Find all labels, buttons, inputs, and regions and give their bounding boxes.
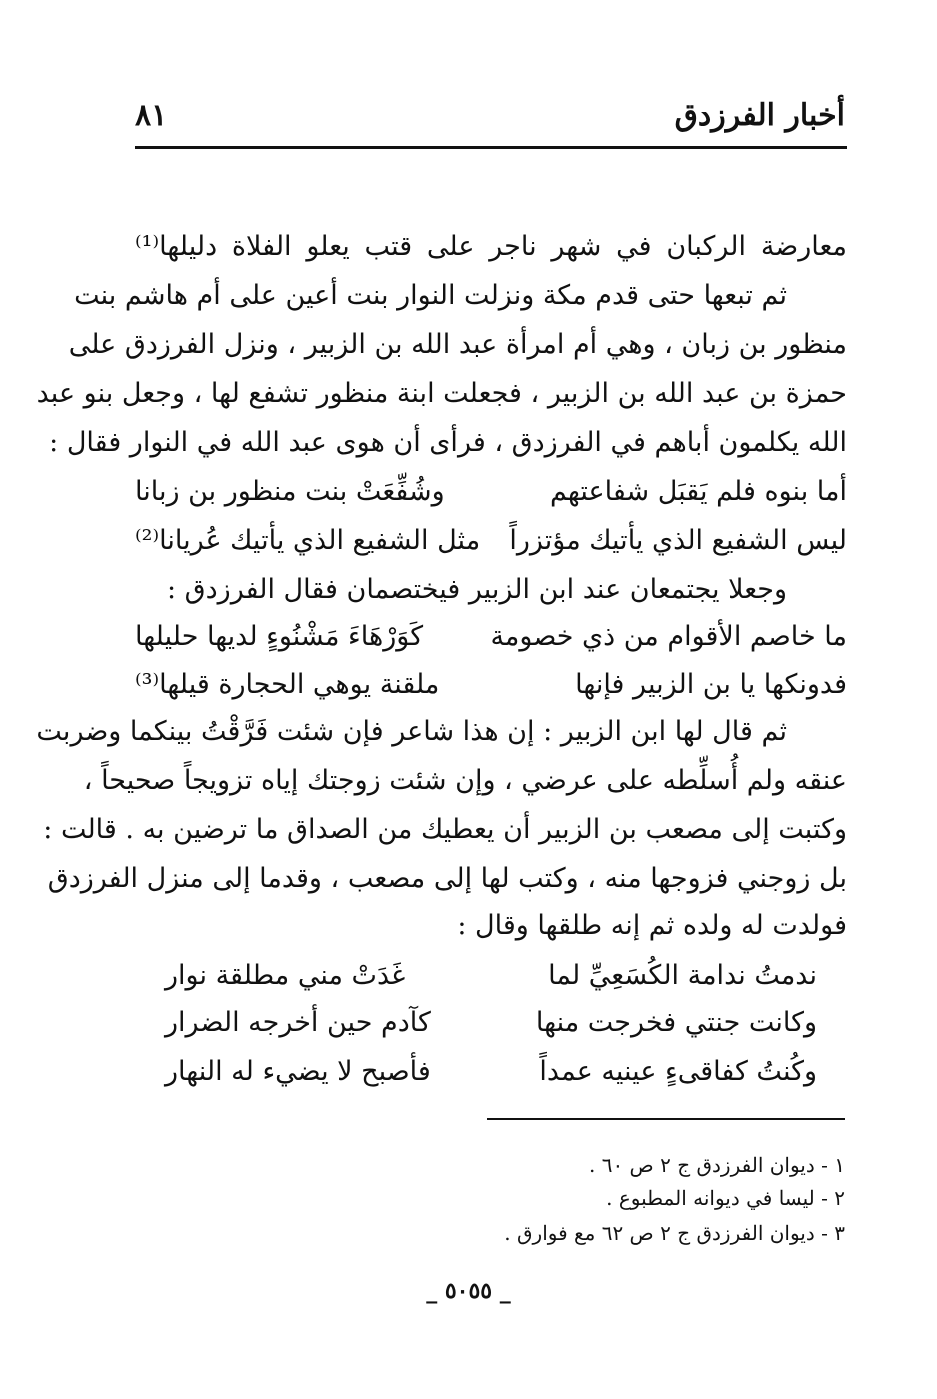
body-line: وجعلا يجتمعان عند ابن الزبير فيختصمان فقال الفرزدق : [167, 574, 787, 605]
verse-line [135, 472, 847, 512]
header-rule [135, 146, 847, 149]
verse-line-opening: معارضة الركبان في شهر ناجر على قتب يعلو الفلاة دليلها⁽¹⁾ [135, 231, 847, 262]
verse-line [135, 665, 847, 705]
body-line: عنقه ولم أُسلِّطه على عرضي ، وإن شئت زوجتك إياه تزويجاً صحيحاً ، [83, 765, 847, 796]
verse-line [135, 1003, 847, 1043]
verse-line [135, 1052, 847, 1092]
body-line: الله يكلمون أباهم في الفرزدق ، فرأى أن هوى عبد الله في النوار فقال : [49, 427, 847, 458]
verse-line [135, 956, 847, 996]
verse-second-hemistich: مثل الشفيع الذي يأتيك عُريانا⁽²⁾ [135, 525, 481, 556]
verse-first-hemistich: ليس الشفيع الذي يأتيك مؤتزراً [509, 525, 847, 556]
footnote-1: ١ - ديوان الفرزدق ج ٢ ص ٦٠ . [589, 1153, 845, 1177]
body-line: حمزة بن عبد الله بن الزبير ، فجعلت ابنة منظور تشفع لها ، وجعل بنو عبد [36, 378, 847, 409]
body-line: بل زوجني فزوجها منه ، وكتب لها إلى مصعب ، وقدما إلى منزل الفرزدق [47, 863, 847, 894]
verse-second-hemistich: كَوَرْهَاءَ مَشْنُوءٍ لديها حليلها [135, 621, 424, 652]
running-header [135, 92, 845, 142]
running-title: أخبار الفرزدق [674, 98, 845, 133]
page-number: ٨١ [135, 98, 168, 133]
body-line: ثم تبعها حتى قدم مكة ونزلت النوار بنت أعين على أم هاشم بنت [74, 280, 787, 311]
verse-second-hemistich: غَدَتْ مني مطلقة نوار [165, 960, 406, 991]
verse-first-hemistich: وكانت جنتي فخرجت منها [535, 1007, 817, 1038]
verse-second-hemistich: وشُفِّعَتْ بنت منظور بن زبانا [135, 476, 445, 507]
body-line: منظور بن زبان ، وهي أم امرأة عبد الله بن الزبير ، ونزل الفرزدق على [68, 329, 847, 360]
body-line: فولدت له ولده ثم إنه طلقها وقال : [457, 910, 847, 941]
verse-second-hemistich: كآدم حين أخرجه الضرار [165, 1007, 431, 1038]
footnote-3: ٣ - ديوان الفرزدق ج ٢ ص ٦٢ مع فوارق . [504, 1221, 845, 1245]
verse-second-hemistich: ملقنة يوهي الحجارة قيلها⁽³⁾ [135, 669, 440, 700]
footnote-rule [487, 1118, 845, 1120]
verse-first-hemistich: ما خاصم الأقوام من ذي خصومة [490, 621, 847, 652]
footnote-2: ٢ - ليسا في ديوانه المطبوع . [606, 1186, 845, 1210]
verse-line [135, 617, 847, 657]
verse-first-hemistich: وكُنتُ كفاقىءٍ عينيه عمداً [539, 1056, 817, 1087]
verse-second-hemistich: فأصبح لا يضيء له النهار [165, 1056, 431, 1087]
verse-first-hemistich: فدونكها يا بن الزبير فإنها [575, 669, 847, 700]
verse-first-hemistich: ندمتُ ندامة الكُسَعِيِّ لما [548, 960, 817, 991]
verse-first-hemistich: أما بنوه فلم يَقبَل شفاعتهم [549, 476, 847, 507]
body-line: ثم قال لها ابن الزبير : إن هذا شاعر فإن شئت فَرَّقْتُ بينكما وضربت [36, 716, 787, 747]
verse-line [135, 521, 847, 561]
body-line: وكتبت إلى مصعب بن الزبير أن يعطيك من الصداق ما ترضين به . قالت : [43, 814, 847, 845]
page-code: _ ٥٠٥٥ _ [426, 1278, 511, 1304]
